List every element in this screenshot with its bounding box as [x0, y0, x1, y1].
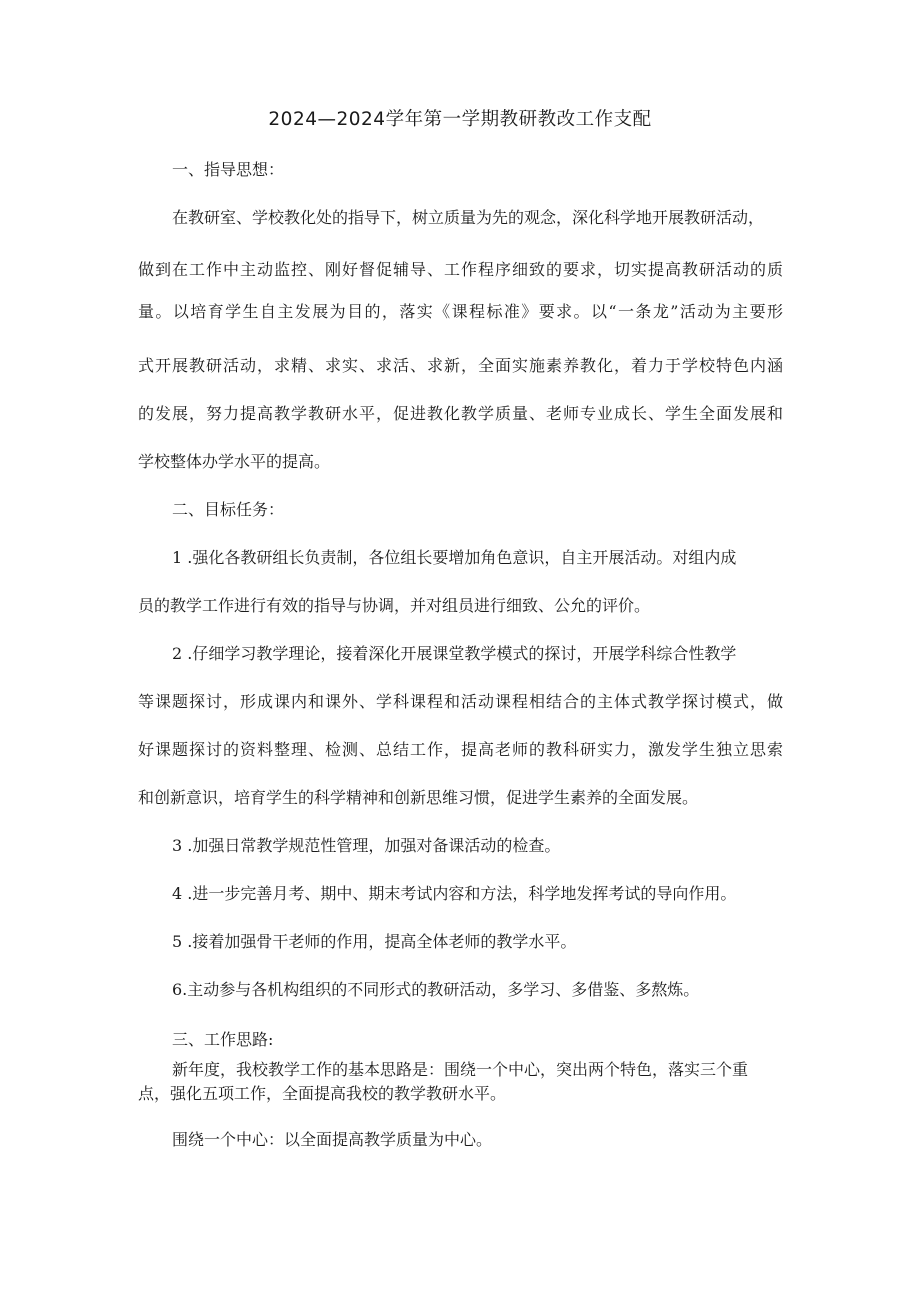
paragraph-line: 新年度，我校教学工作的基本思路是：围绕一个中心，突出两个特色，落实三个重	[172, 1060, 749, 1079]
paragraph-line: 式开展教研活动，求精、求实、求活、求新，全面实施素养教化，着力于学校特色内涵	[138, 356, 783, 375]
list-item-line: 2 .仔细学习教学理论，接着深化开展课堂教学模式的探讨，开展学科综合性教学	[172, 644, 737, 663]
paragraph-line: 的发展，努力提高教学教研水平，促进教化教学质量、老师专业成长、学生全面发展和	[138, 404, 783, 423]
list-item-line: 1 .强化各教研组长负责制，各位组长要增加角色意识，自主开展活动。对组内成	[172, 548, 737, 567]
document-title: 2024—2024学年第一学期教研教改工作支配	[268, 109, 652, 130]
list-item-line: 员的教学工作进行有效的指导与协调，并对组员进行细致、公允的评价。	[138, 596, 651, 615]
paragraph-line: 量。以培育学生自主发展为目的，落实《课程标准》要求。以“一条龙”活动为主要形	[138, 302, 783, 321]
paragraph-line: 围绕一个中心：以全面提高教学质量为中心。	[172, 1130, 493, 1149]
list-item-line: 好课题探讨的资料整理、检测、总结工作，提高老师的教科研实力，激发学生独立思索	[138, 740, 783, 759]
paragraph-line: 点，强化五项工作，全面提高我校的教学教研水平。	[138, 1084, 507, 1103]
paragraph-line: 做到在工作中主动监控、刚好督促辅导、工作程序细致的要求，切实提高教研活动的质	[138, 260, 783, 279]
list-item: 4 .进一步完善月考、期中、期末考试内容和方法，科学地发挥考试的导向作用。	[172, 884, 737, 903]
paragraph-line: 在教研室、学校教化处的指导下，树立质量为先的观念，深化科学地开展教研活动，	[172, 208, 765, 227]
list-item: 6.主动参与各机构组织的不同形式的教研活动，多学习、多借鉴、多熬炼。	[172, 980, 700, 999]
list-item: 3 .加强日常教学规范性管理，加强对备课活动的检查。	[172, 836, 561, 855]
section-heading-guiding-ideology: 一、指导思想：	[172, 160, 285, 179]
paragraph-line: 学校整体办学水平的提高。	[138, 452, 331, 471]
list-item-line: 等课题探讨，形成课内和课外、学科课程和活动课程相结合的主体式教学探讨模式，做	[138, 692, 783, 711]
section-heading-goals: 二、目标任务：	[172, 500, 285, 519]
list-item: 5 .接着加强骨干老师的作用，提高全体老师的教学水平。	[172, 932, 577, 951]
section-heading-work-approach: 三、工作思路:	[172, 1030, 274, 1049]
list-item-line: 和创新意识，培育学生的科学精神和创新思维习惯，促进学生素养的全面发展。	[138, 788, 699, 807]
